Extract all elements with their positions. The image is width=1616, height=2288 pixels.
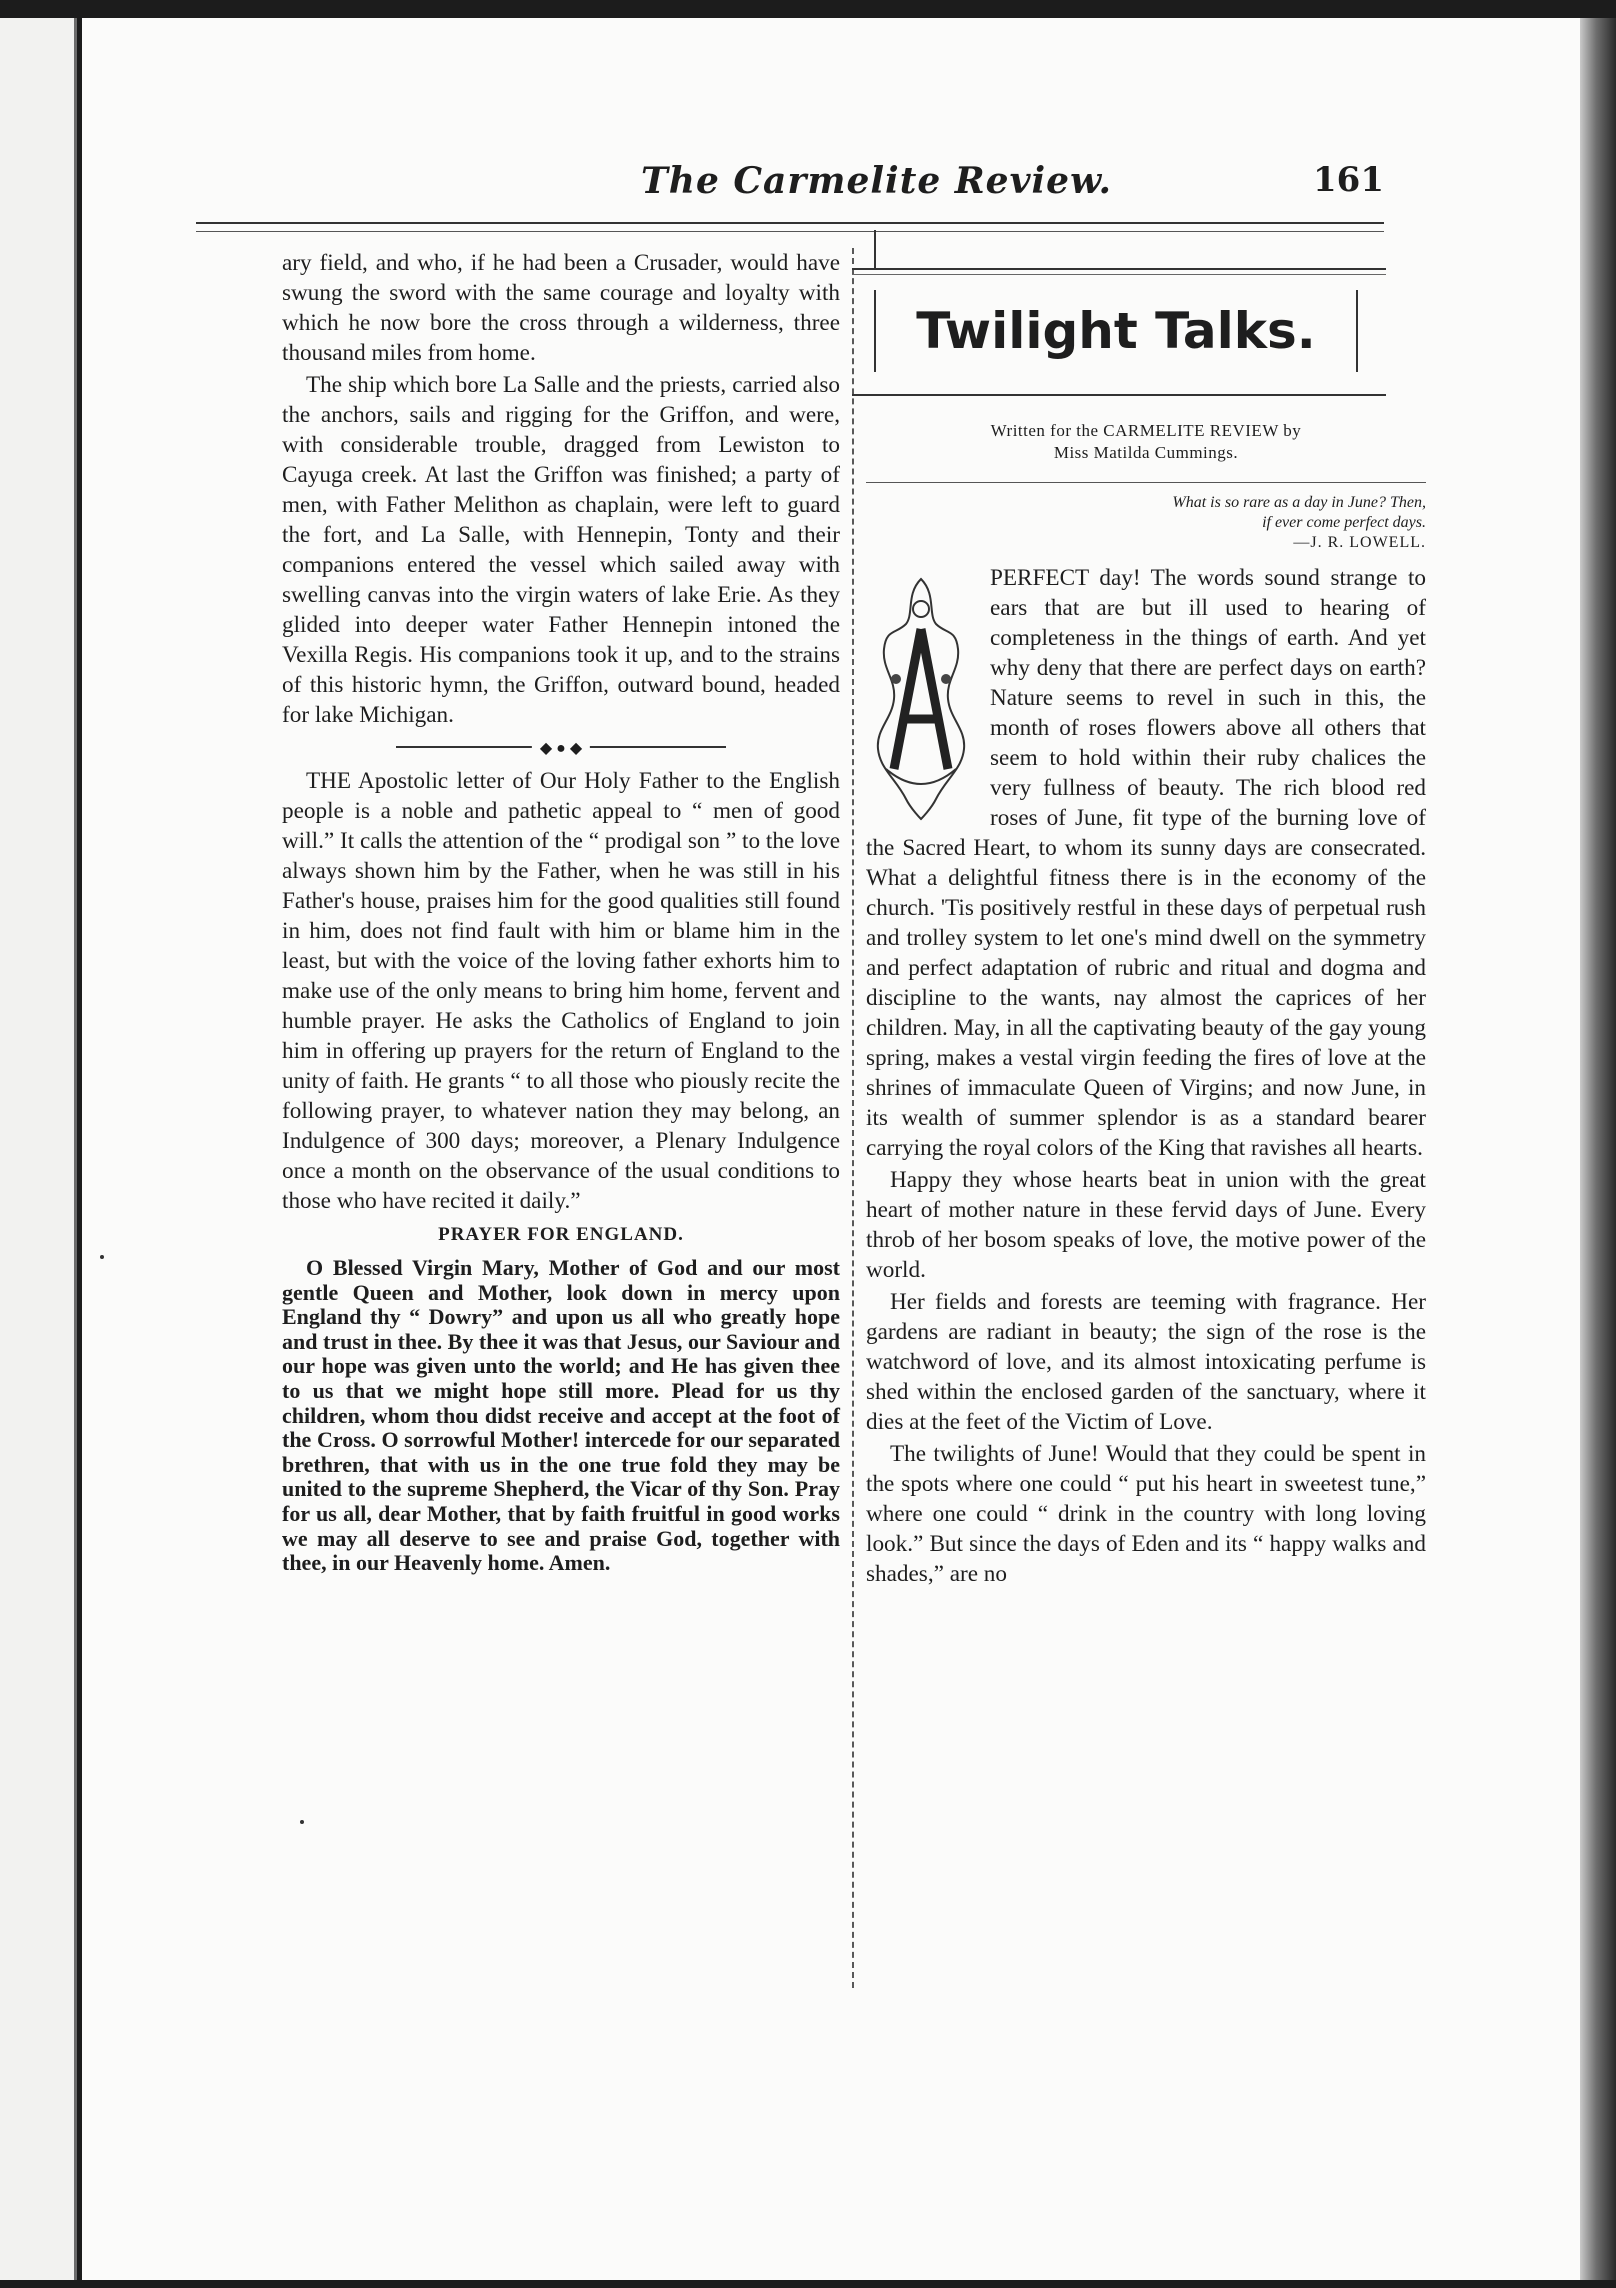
paragraph: THE Apostolic letter of Our Holy Father to the English people is a noble and pathetic appeal to “ men of good will.” It calls the attention of the “ prodigal son ” to the love always shown him by the Father, when he was still in his Father's house, praises him for the good qualities still found in him, does not find fault with him or blame him in the least, but with the voice of the loving father exhorts him to make use of the only means to bring him home, fervent and humble prayer. He asks the Catholics of England to join him in offering up prayers for the return of England to the unity of faith. He grants “ to all those who piously recite the following prayer, to whatever nation they may belong, an Indulgence of 300 days; moreover, a Plenary Indulgence once a month on the observance of the usual conditions to those who have recited it daily.” [282, 768, 840, 1214]
header-rule [196, 222, 1384, 232]
facing-page-edge [0, 18, 77, 2280]
byline [866, 420, 1426, 464]
page-number: 161 [1313, 160, 1384, 200]
epigraph [906, 493, 1426, 553]
paragraph: ary field, and who, if he had been a Crusader, would have swung the sword with the same courage and loyalty with which he now bore the cross through a wilderness, three thousand miles from home. [282, 250, 840, 366]
epigraph-line: What is so rare as a day in June? Then, [1172, 494, 1426, 511]
column-divider [852, 248, 854, 1988]
paragraph: Her fields and forests are teeming with fragrance. Her gardens are radiant in beauty; the sign of the rose is the watchword of love, and its almost intoxicating perfume is shed within the enclosed garden of the sanctuary, where it dies at the feet of the Victim of Love. [866, 1289, 1426, 1435]
paragraph: The ship which bore La Salle and the priests, carried also the anchors, sails and rigging for the Griffon, and were, with considerable trouble, dragged from Lewiston to Cayuga creek. At last the Griffon was finished; a party of men, with Father Melithon as chaplain, were left to guard the fort, and La Salle, with Hennepin, Tonty and their companions entered the vessel which sailed away with swelling canvas into the virgin waters of lake Erie. As they glided into deeper water Father Hennepin intoned the Vexilla Regis. His companions took it up, and to the strains of this historic hymn, the Griffon, outward bound, headed for lake Michigan. [282, 372, 840, 728]
ornament-divider: ◆ ● ◆ [396, 742, 726, 752]
epigraph-citation: —J. R. LOWELL. [1293, 534, 1426, 551]
running-head [196, 160, 1384, 208]
ornamental-drop-cap-a-icon [866, 569, 976, 829]
title-frame [852, 268, 1386, 396]
margin-speck [300, 1820, 304, 1824]
right-column [866, 248, 1426, 1591]
margin-speck [100, 1255, 104, 1259]
epigraph-line: if ever come perfect days. [1262, 514, 1426, 531]
paragraph: PERFECT day! The words sound strange to ears that are but ill used to hearing of completeness in the things of earth. And yet why deny that there are perfect days on earth? Nature seems to revel in such in this, the month of roses flowers above all others that seem to hold within their ruby chalices the very fullness of beauty. The rich blood red roses of June, fit type of the burning love of the Sacred Heart, to whom its sunny days are consecrated. What a delightful fitness there is in the economy of the church. 'Tis positively restful in these days of perpetual rush and trolley system to let one's mind dwell on the symmetry and perfect adaptation of rubric and ritual and dogma and discipline to the wants, nay almost the caprices of her children. May, in all the captivating beauty of the gay young spring, makes a vestal virgin feeding the fires of love at the shrines of immaculate Queen of Virgins; and now June, in its wealth of summer splendor is as a standard bearer carrying the royal colors of the King that ravishes all hearts. [866, 565, 1426, 1161]
paragraph: Happy they whose hearts beat in union with the great heart of mother nature in these fervid days of June. Every throb of her bosom speaks of love, the motive power of the world. [866, 1167, 1426, 1283]
byline-line: Written for the CARMELITE REVIEW by [990, 421, 1302, 440]
journal-title: The Carmelite Review. [641, 160, 1112, 202]
prayer-heading: PRAYER FOR ENGLAND. [438, 1224, 684, 1245]
article-title: Twilight Talks. [874, 290, 1358, 372]
left-column [282, 248, 840, 1576]
prayer-text: O Blessed Virgin Mary, Mother of God and our most gentle Queen and Mother, look down in mercy upon England thy “ Dowry” and upon us all who greatly hope and trust in thee. By thee it was that Jesus, our Saviour and our hope was given unto the world; and He has given thee to us that we might hope still more. Plead for us thy children, whom thou didst receive and accept at the foot of the Cross. O sorrowful Mother! intercede for our separated brethren, that with us in the one true fold they may be united to the supreme Shepherd, the Vicar of thy Son. Pray for us all, dear Mother, that by faith fruitful in good works we may all deserve to see and praise God, together with thee, in our Heavenly home. Amen. [282, 1255, 840, 1576]
byline-author: Miss Matilda Cummings. [1053, 443, 1239, 462]
byline-rule [866, 482, 1426, 483]
paragraph: The twilights of June! Would that they could be spent in the spots where one could “ put his heart in sweetest tune,” where one could “ drink in the country with long loving look.” But since the days of Eden and its “ happy walks and shades,” are no [866, 1441, 1426, 1587]
book-edge-shadow [1580, 18, 1616, 2280]
